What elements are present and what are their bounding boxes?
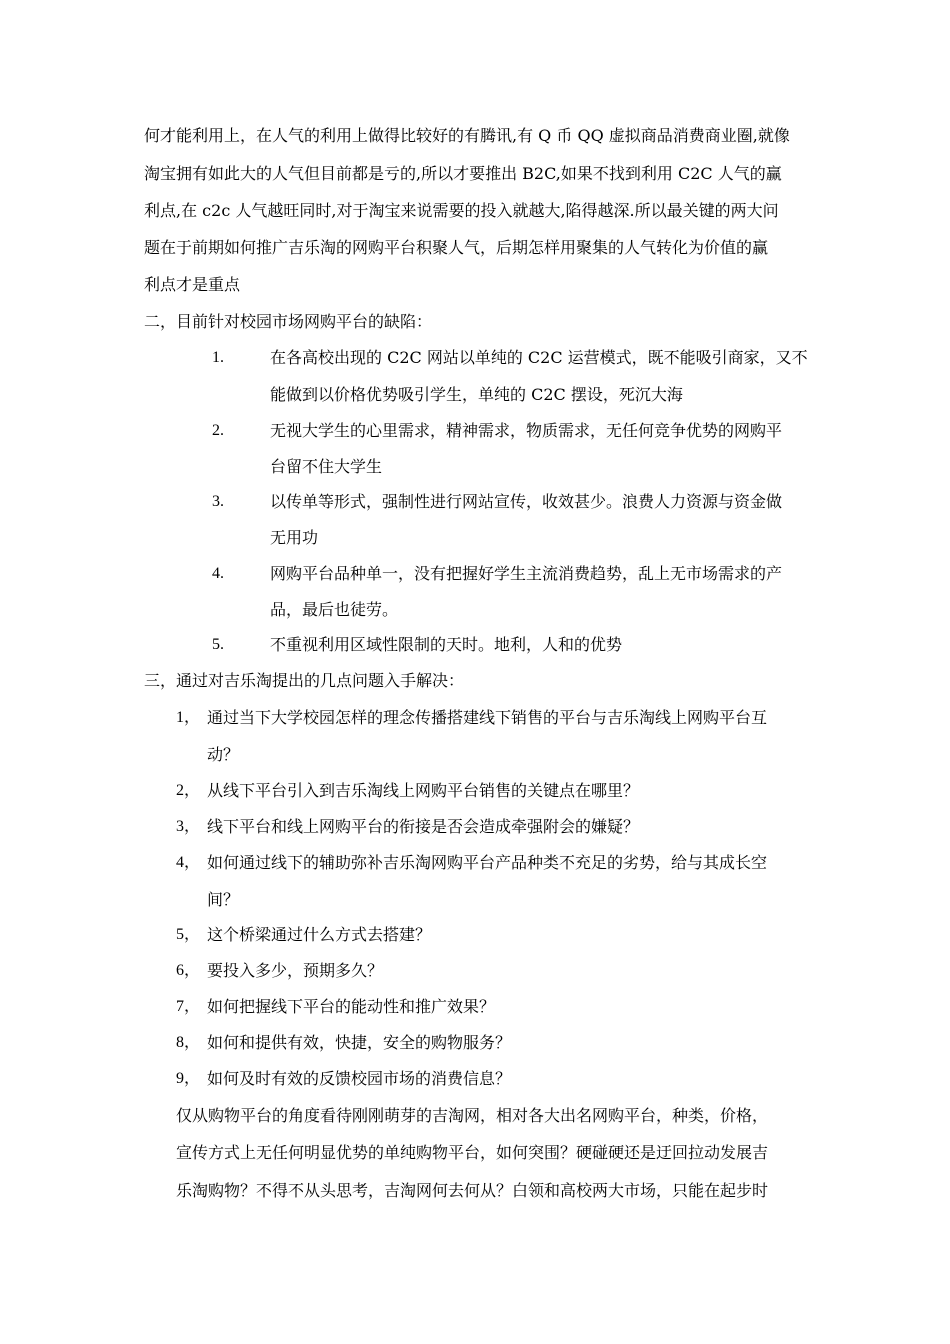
list-item-text: 间？ [207, 890, 240, 909]
list-item-text: 如何通过线下的辅助弥补吉乐淘网购平台产品种类不充足的劣势，给与其成长空 [207, 853, 768, 872]
list-item-number: 2. [212, 422, 224, 439]
list-item-text: 如何和提供有效，快捷，安全的购物服务？ [207, 1033, 512, 1052]
list-item-number: 1. [212, 349, 224, 366]
list-item-number: 3， [176, 818, 201, 835]
list-item-number: 5， [176, 926, 201, 943]
list-item-number: 1， [176, 709, 201, 726]
list-item-number: 4. [212, 565, 224, 582]
list-item-text: 如何及时有效的反馈校园市场的消费信息？ [207, 1069, 512, 1088]
list-item-text: 无用功 [270, 528, 319, 547]
list-item-text: 网购平台品种单一，没有把握好学生主流消费趋势，乱上无市场需求的产 [270, 564, 783, 583]
list-item-text: 这个桥梁通过什么方式去搭建？ [207, 925, 432, 944]
list-item-number: 7， [176, 998, 201, 1015]
list-item-text: 从线下平台引入到吉乐淘线上网购平台销售的关键点在哪里？ [207, 781, 640, 800]
intro-line: 淘宝拥有如此大的人气但目前都是亏的,所以才要推出 B2C,如果不找到利用 C2C 人气的赢 [144, 164, 782, 183]
section-heading: 二，目前针对校园市场网购平台的缺陷： [144, 312, 433, 331]
closing-line: 宣传方式上无任何明显优势的单纯购物平台，如何突围？硬碰硬还是迂回拉动发展吉 [176, 1143, 769, 1162]
closing-line: 仅从购物平台的角度看待刚刚萌芽的吉淘网，相对各大出名网购平台，种类，价格， [176, 1106, 769, 1125]
list-item-number: 5. [212, 636, 224, 653]
closing-line: 乐淘购物？不得不从头思考，吉淘网何去何从？白领和高校两大市场，只能在起步时 [176, 1181, 769, 1200]
intro-line: 何才能利用上，在人气的利用上做得比较好的有腾讯,有 Q 币 QQ 虚拟商品消费商业圈,就像 [144, 126, 790, 145]
list-item-number: 3. [212, 493, 224, 510]
list-item-text: 以传单等形式，强制性进行网站宣传，收效甚少。浪费人力资源与资金做 [270, 492, 783, 511]
list-item-text: 无视大学生的心里需求，精神需求，物质需求，无任何竞争优势的网购平 [270, 421, 783, 440]
list-item-text: 不重视利用区域性限制的天时。地利，人和的优势 [270, 635, 623, 654]
list-item-text: 通过当下大学校园怎样的理念传播搭建线下销售的平台与吉乐淘线上网购平台互 [207, 708, 768, 727]
list-item-text: 能做到以价格优势吸引学生，单纯的 C2C 摆设，死沉大海 [270, 385, 683, 404]
list-item-text: 要投入多少，预期多久？ [207, 961, 384, 980]
list-item-number: 9， [176, 1070, 201, 1087]
list-item-number: 4， [176, 854, 201, 871]
list-item-text: 如何把握线下平台的能动性和推广效果？ [207, 997, 496, 1016]
list-item-text: 台留不住大学生 [270, 457, 383, 476]
list-item-number: 6， [176, 962, 201, 979]
intro-line: 利点才是重点 [144, 275, 241, 294]
intro-line: 利点,在 c2c 人气越旺同时,对于淘宝来说需要的投入就越大,陷得越深.所以最关键的两大问 [144, 201, 779, 220]
intro-line: 题在于前期如何推广吉乐淘的网购平台积聚人气，后期怎样用聚集的人气转化为价值的赢 [144, 238, 769, 257]
list-item-text: 动？ [207, 745, 240, 764]
list-item-text: 品，最后也徒劳。 [270, 600, 399, 619]
list-item-text: 在各高校出现的 C2C 网站以单纯的 C2C 运营模式，既不能吸引商家，又不 [270, 348, 808, 367]
list-item-number: 2， [176, 782, 201, 799]
list-item-text: 线下平台和线上网购平台的衔接是否会造成牵强附会的嫌疑？ [207, 817, 640, 836]
section-heading: 三，通过对吉乐淘提出的几点问题入手解决： [144, 671, 465, 690]
list-item-number: 8， [176, 1034, 201, 1051]
